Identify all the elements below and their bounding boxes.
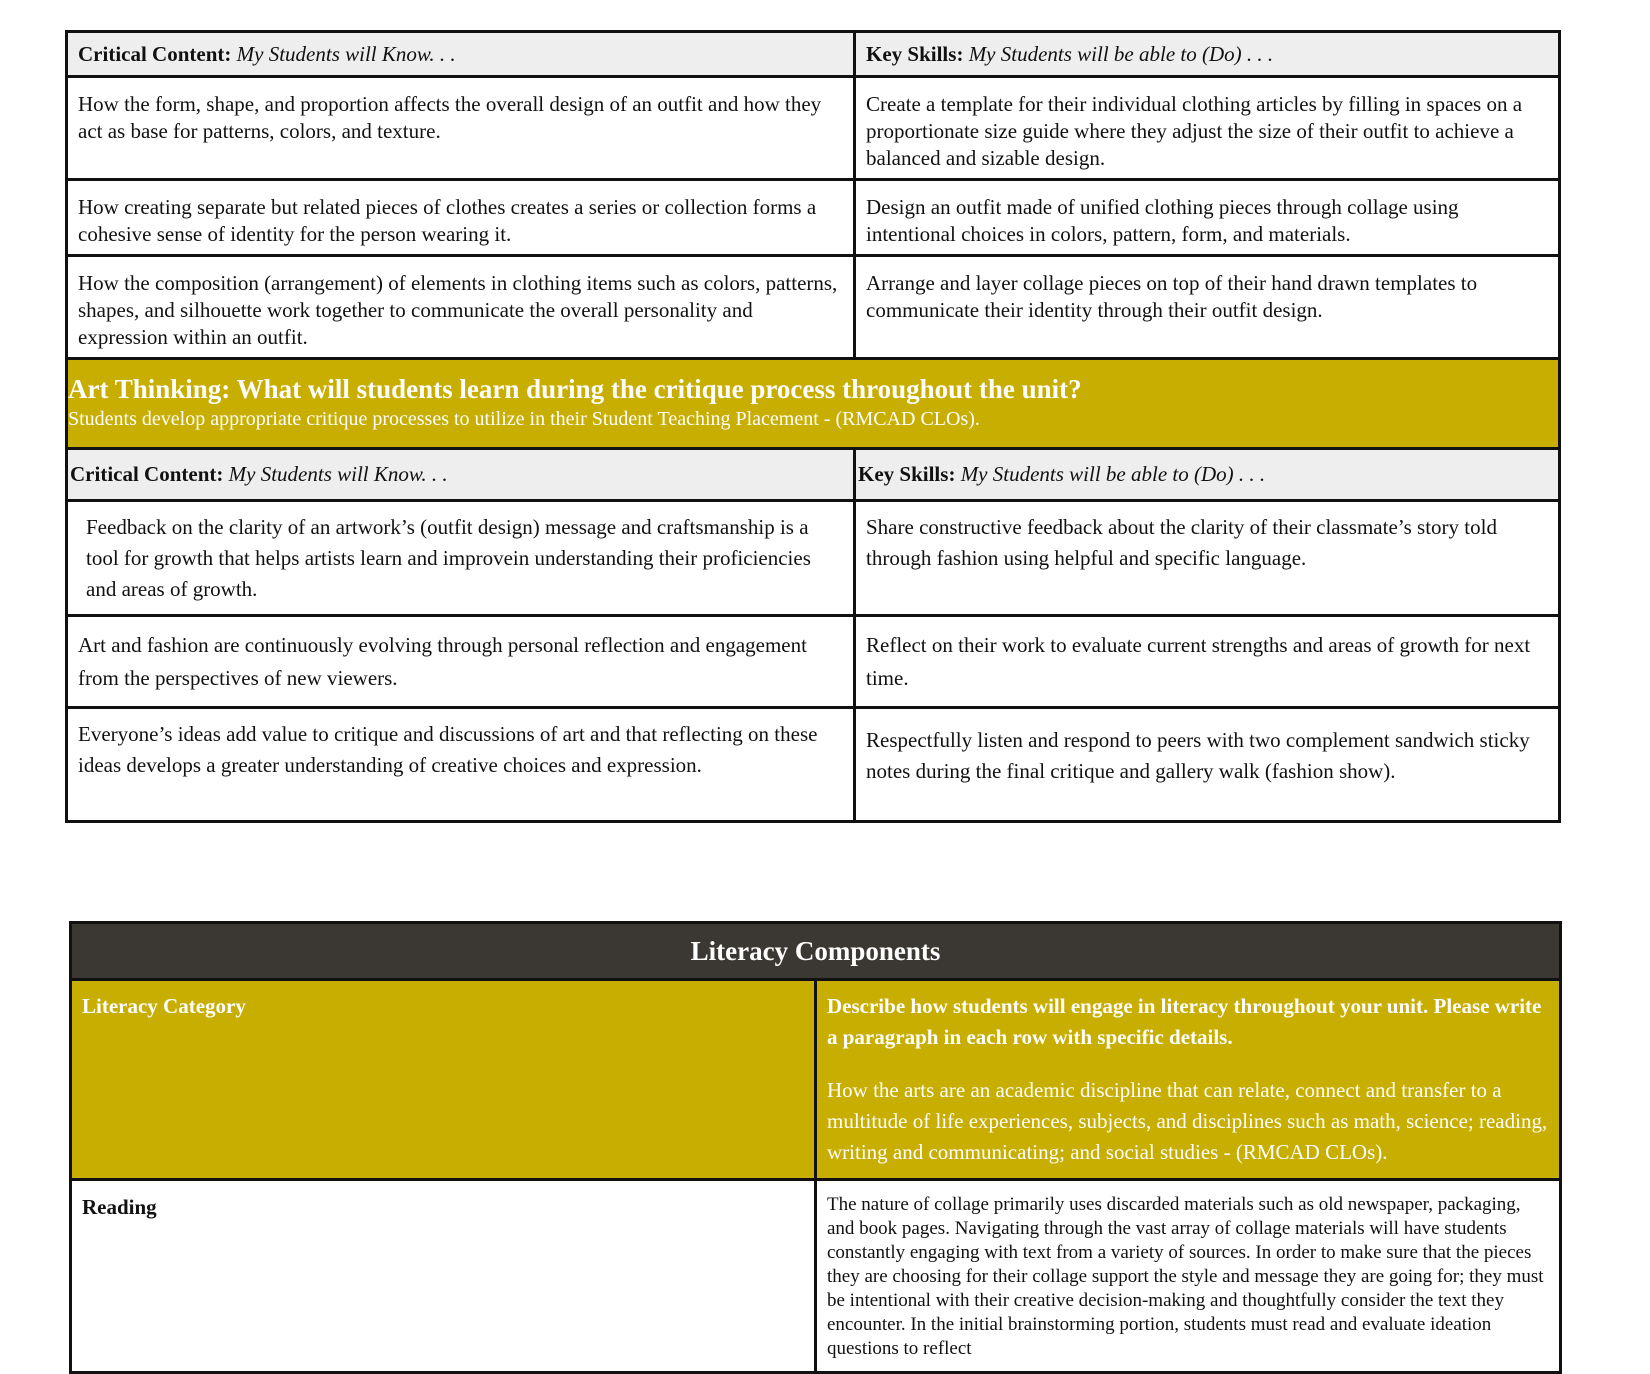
art-thinking-band [67, 359, 1560, 449]
key-skills-cell: Respectfully listen and respond to peers with two complement sandwich sticky notes during the final critique and gallery walk (fashion show). [855, 708, 1560, 822]
key-skills-cell: Design an outfit made of unified clothing pieces through collage using intentional choices in colors, pattern, form, and materials. [855, 180, 1560, 256]
literacy-instructions: Describe how students will engage in literacy throughout your unit. Please write a paragraph in each row with specific details. How the arts are an academic discipline that can relate, connect and transfer to a multitude of life experiences, subjects, and disciplines such as math, science; reading, writing and communicating; and social studies - (RMCAD CLOs). [816, 980, 1561, 1180]
art-thinking-title: Art Thinking: What will students learn during the critique process throughout the unit? [68, 374, 1082, 404]
key-skills-cell: Create a template for their individual clothing articles by filling in spaces on a proportionate size guide where they adjust the size of their outfit to achieve a balanced and sizable design. [855, 77, 1560, 180]
literacy-title-row [71, 923, 1561, 980]
unit-skills-table [65, 30, 1561, 823]
table-header-row [67, 449, 1560, 501]
table-row [67, 180, 1560, 256]
header-key-skills: Key Skills: My Students will be able to (Do) . . . [855, 32, 1560, 77]
header-critical-content: Critical Content: My Students will Know. . . [67, 449, 855, 501]
critical-content-cell: Art and fashion are continuously evolving through personal reflection and engagement from the perspectives of new viewers. [67, 616, 855, 708]
literacy-title: Literacy Components [71, 923, 1561, 980]
literacy-category-row [71, 980, 1561, 1180]
table-row [67, 256, 1560, 359]
critical-content-cell: How creating separate but related pieces of clothes creates a series or collection forms a cohesive sense of identity for the person wearing it. [67, 180, 855, 256]
header-key-skills: Key Skills: My Students will be able to (Do) . . . [855, 449, 1560, 501]
literacy-category-label: Literacy Category [71, 980, 816, 1180]
key-skills-cell: Arrange and layer collage pieces on top of their hand drawn templates to communicate their identity through their outfit design. [855, 256, 1560, 359]
table-row [71, 1180, 1561, 1373]
table-header-row [67, 32, 1560, 77]
table-row [67, 708, 1560, 822]
critical-content-cell: How the form, shape, and proportion affects the overall design of an outfit and how they act as base for patterns, colors, and texture. [67, 77, 855, 180]
art-thinking-cell [67, 359, 1560, 449]
critical-content-cell: Everyone’s ideas add value to critique and discussions of art and that reflecting on these ideas develops a greater understanding of creative choices and expression. [67, 708, 855, 822]
critical-content-cell: How the composition (arrangement) of elements in clothing items such as colors, patterns, shapes, and silhouette work together to communicate the overall personality and expression within an outfit. [67, 256, 855, 359]
header-critical-content: Critical Content: My Students will Know. . . [67, 32, 855, 77]
table-row [67, 501, 1560, 616]
table-row [67, 77, 1560, 180]
art-thinking-subtitle: Students develop appropriate critique processes to utilize in their Student Teaching Placement - (RMCAD CLOs). [68, 408, 980, 430]
literacy-row-label: Reading [71, 1180, 816, 1373]
key-skills-cell: Reflect on their work to evaluate current strengths and areas of growth for next time. [855, 616, 1560, 708]
key-skills-cell: Share constructive feedback about the clarity of their classmate’s story told through fashion using helpful and specific language. [855, 501, 1560, 616]
literacy-row-text: The nature of collage primarily uses discarded materials such as old newspaper, packaging, and book pages. Navigating through the vast array of collage materials will have students constantly engaging with text from a variety of sources. In order to make sure that the pieces they are choosing for their collage support the style and message they are going for; they must be intentional with their creative decision-making and thoughtfully consider the text they encounter. In the initial brainstorming portion, students must read and evaluate ideation questions to reflect [816, 1180, 1561, 1373]
literacy-components-table [69, 921, 1562, 1374]
table-row [67, 616, 1560, 708]
critical-content-cell: Feedback on the clarity of an artwork’s (outfit design) message and craftsmanship is a tool for growth that helps artists learn and improvein understanding their proficiencies and areas of growth. [67, 501, 855, 616]
